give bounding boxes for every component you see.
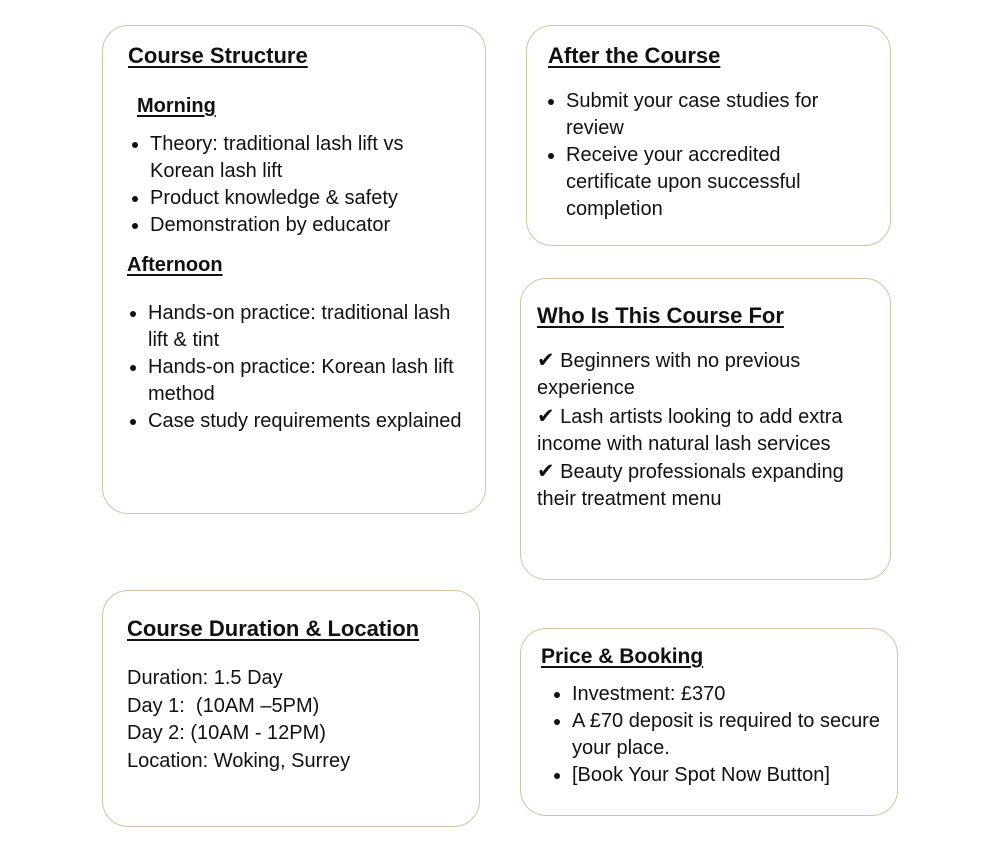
- afternoon-list: [126, 300, 468, 435]
- course-structure-card: [102, 25, 486, 514]
- list-item: • Theory: traditional lash lift vs Korean lash lift: [150, 131, 470, 185]
- list-item: [537, 403, 867, 459]
- duration-location-card: [102, 590, 480, 827]
- list-item: • Receive your accredited certificate upon successful completion: [566, 142, 866, 223]
- after-course-card: [526, 25, 891, 246]
- duration-line: Duration: 1.5 Day: [127, 667, 283, 689]
- list-item: • Case study requirements explained: [148, 408, 468, 435]
- who-for-list: [537, 347, 867, 514]
- price-booking-title: Price & Booking: [541, 645, 704, 668]
- morning-list: [128, 131, 470, 239]
- price-booking-list: [550, 681, 882, 789]
- list-item: • Demonstration by educator: [150, 212, 470, 239]
- list-item: • A £70 deposit is required to secure your place.: [572, 708, 882, 762]
- who-for-title: Who Is This Course For: [537, 303, 784, 328]
- who-for-item-text: Beauty professionals expanding their treatment menu: [537, 461, 844, 511]
- duration-location-lines: [127, 665, 457, 775]
- check-mark-icon: ✔: [537, 349, 555, 372]
- after-course-title: After the Course: [548, 43, 721, 68]
- list-item: [537, 458, 867, 514]
- list-item: • Product knowledge & safety: [150, 185, 470, 212]
- who-for-item-text: Lash artists looking to add extra income with natural lash services: [537, 405, 843, 455]
- list-item: • Submit your case studies for review: [566, 88, 866, 142]
- course-structure-title: Course Structure: [128, 43, 308, 68]
- location-line: Location: Woking, Surrey: [127, 749, 351, 772]
- check-mark-icon: ✔: [537, 460, 555, 484]
- price-booking-card: [520, 628, 898, 816]
- list-item: • Hands-on practice: Korean lash lift method: [148, 354, 468, 408]
- who-for-card: [520, 278, 891, 580]
- list-item: [537, 347, 867, 403]
- day1-line: Day 1: (10AM –5PM): [127, 694, 320, 717]
- morning-heading: Morning: [137, 95, 216, 117]
- who-for-item-text: Beginners with no previous experience: [537, 350, 801, 400]
- after-course-list: [544, 88, 866, 223]
- list-item: • Hands-on practice: traditional lash lift & tint: [148, 300, 468, 354]
- list-item: • Investment: £370: [572, 681, 882, 708]
- duration-location-title: Course Duration & Location: [127, 616, 420, 641]
- day2-line: Day 2: (10AM - 12PM): [127, 722, 326, 744]
- book-spot-button-placeholder: • [Book Your Spot Now Button]: [572, 762, 882, 789]
- afternoon-heading: Afternoon: [127, 254, 223, 276]
- check-mark-icon: ✔: [537, 404, 555, 428]
